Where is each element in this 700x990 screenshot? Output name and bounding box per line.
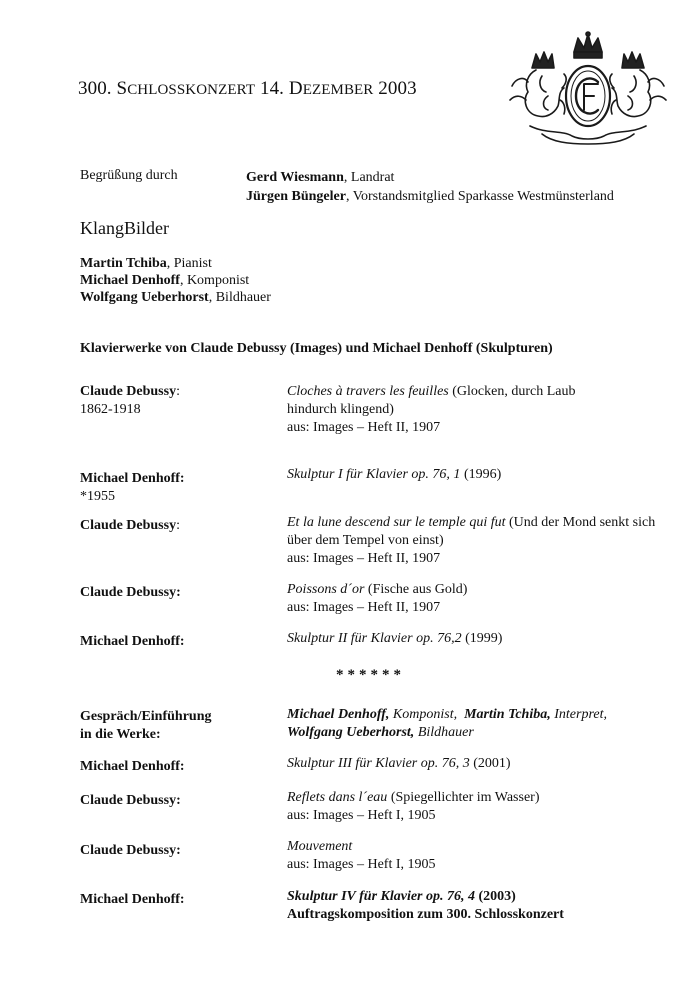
work-description: Poissons d´or (Fische aus Gold) aus: Images – Heft II, 1907 (287, 582, 468, 615)
greeting-label: Begrüßung durch (80, 168, 178, 183)
artist-list (80, 255, 271, 306)
page-title: 300. SCHLOSSKONZERT 14. DEZEMBER 2003 (78, 78, 417, 99)
artist-item: Martin Tchiba, Pianist (80, 256, 212, 271)
talk-participants: Michael Denhoff, Komponist, Martin Tchiba, Interpret, Wolfgang Ueberhorst, Bildhauer (287, 707, 607, 740)
composer-label: Claude Debussy: (80, 518, 180, 533)
greeting-person: Jürgen Büngeler, Vorstandsmitglied Sparkasse Westmünsterland (246, 189, 614, 204)
work-description: Skulptur IV für Klavier op. 76, 4 (2003) Auftragskomposition zum 300. Schlosskonzert (287, 889, 564, 922)
composer-label: Claude Debussy: (80, 843, 181, 858)
composer-label: Michael Denhoff: (80, 759, 185, 774)
work-description: Skulptur I für Klavier op. 76, 1 (1996) (287, 467, 502, 482)
castle-crest-logo (502, 30, 674, 148)
composer-label: Claude Debussy: (80, 793, 181, 808)
talk-label: Gespräch/Einführung in die Werke: (80, 709, 212, 742)
composer-label: Claude Debussy: (80, 585, 181, 600)
work-description: Mouvement aus: Images – Heft I, 1905 (287, 839, 436, 872)
work-description: Reflets dans l´eau (Spiegellichter im Wasser) aus: Images – Heft I, 1905 (287, 790, 540, 823)
composer-label: Michael Denhoff: (80, 892, 185, 907)
composer-label: Claude Debussy: 1862-1918 (80, 384, 180, 417)
artist-item: Wolfgang Ueberhorst, Bildhauer (80, 290, 271, 305)
work-description: Cloches à travers les feuilles (Glocken, durch Laub hindurch klingend) aus: Images – Heft II, 1907 (287, 384, 576, 435)
composer-label: Michael Denhoff: (80, 634, 185, 649)
work-description: Et la lune descend sur le temple qui fut (Und der Mond senkt sich über dem Tempel von einst) aus: Images – Heft II, 1907 (287, 515, 656, 566)
program-title: KlangBilder (80, 218, 169, 238)
section-separator: ****** (336, 667, 405, 683)
work-description: Skulptur II für Klavier op. 76,2 (1999) (287, 631, 503, 646)
greeting-names (246, 168, 614, 206)
artist-item: Michael Denhoff, Komponist (80, 273, 250, 288)
work-description: Skulptur III für Klavier op. 76, 3 (2001) (287, 756, 511, 771)
composer-label: Michael Denhoff: *1955 (80, 471, 185, 504)
greeting-person: Gerd Wiesmann, Landrat (246, 170, 395, 185)
program-heading: Klavierwerke von Claude Debussy (Images) und Michael Denhoff (Skulpturen) (80, 341, 553, 356)
